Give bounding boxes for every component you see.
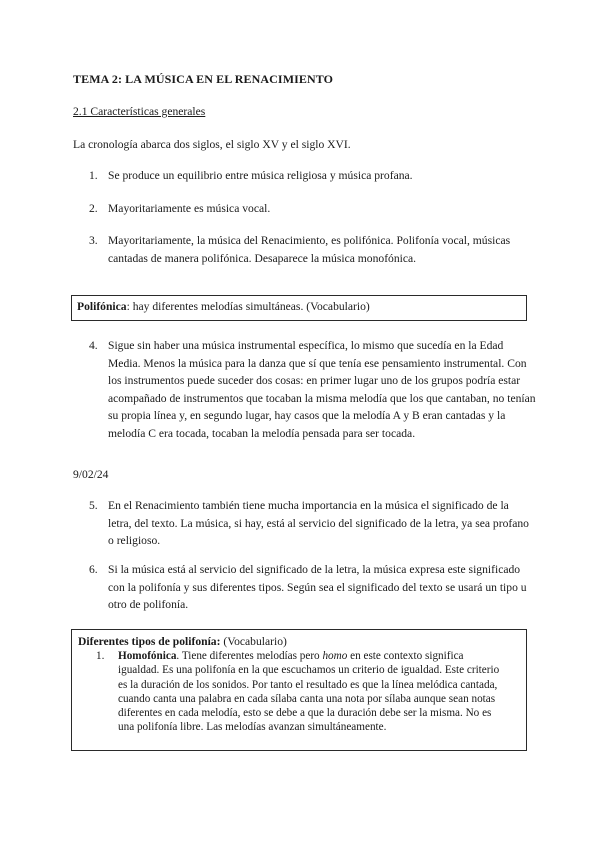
list-item <box>89 497 535 550</box>
sub-list-number: 1. <box>96 650 105 662</box>
vocabulary-box-tipos-polifonia <box>71 629 527 751</box>
sub-text-part: . Tiene diferentes melodías pero <box>176 650 323 662</box>
list-item-number: 1. <box>89 169 98 182</box>
vocabulary-box-polifonica <box>71 295 527 321</box>
page-title: TEMA 2: LA MÚSICA EN EL RENACIMIENTO <box>73 72 334 86</box>
list-item-number: 3. <box>89 234 98 247</box>
list-item <box>89 167 534 185</box>
list-item-number: 2. <box>89 202 98 215</box>
sub-text-part: en este contexto significa igualdad. Es una polifonía en la que escuchamos un criterio de igualdad. Este criterio es la duración de los sonidos. Por tanto el resultado es que la línea melódica cantada, cuando canta una palabra en cada sílaba canta una nota por sílaba aunque sean notas diferentes en cada melodía, esto se debe a que la duración debe ser la misma. No es una polifonía libre. Las melodías avanzan simultáneamente. <box>118 650 500 734</box>
list-item-text: Mayoritariamente es música vocal. <box>108 202 271 215</box>
vocabulary-term: Diferentes tipos de polifonía: <box>78 635 221 648</box>
list-item-number: 5. <box>89 499 98 512</box>
list-item <box>89 337 537 443</box>
section-heading: 2.1 Características generales <box>73 105 206 118</box>
vocabulary-note: (Vocabulario) <box>220 635 287 648</box>
list-item-number: 6. <box>89 563 98 576</box>
vocabulary-heading <box>78 635 520 649</box>
list-item <box>89 561 529 614</box>
vocabulary-definition: : hay diferentes melodías simultáneas. (Vocabulario) <box>126 300 370 313</box>
list-item-text: Se produce un equilibrio entre música religiosa y música profana. <box>108 169 413 182</box>
list-item-text: Mayoritariamente, la música del Renacimiento, es polifónica. Polifonía vocal, músicas cantadas de manera polifónica. Desaparece la música monofónica. <box>108 234 511 265</box>
vocabulary-term: Polifónica <box>77 300 127 313</box>
sub-list-text <box>118 649 503 735</box>
sub-term: Homofónica <box>118 650 177 662</box>
sub-list-item <box>96 649 520 735</box>
intro-paragraph: La cronología abarca dos siglos, el siglo XV y el siglo XVI. <box>73 138 351 151</box>
list-item-text: Sigue sin haber una música instrumental específica, lo mismo que sucedía en la Edad Media. Menos la música para la danza que sí que tenía ese pensamiento instrumental. Con los instrumentos puede suceder dos cosas: en primer lugar uno de los grupos podría estar acompañado de instrumentos que tocaban la misma melodía que los que cantaban, no tenían su propia línea y, en segundo lugar, hay casos que la melodía A y B eran cantadas y la melodía C era tocada, tocaban la melodía pensada para ser tocada. <box>108 339 536 440</box>
list-item-number: 4. <box>89 339 98 352</box>
italic-word: homo <box>322 650 348 662</box>
date-stamp: 9/02/24 <box>73 468 109 481</box>
list-item <box>89 232 529 267</box>
list-item-text: En el Renacimiento también tiene mucha importancia en la música el significado de la letra, del texto. La música, si hay, está al servicio del significado de la letra, ya sea profano o religioso. <box>108 499 529 548</box>
list-item-text: Si la música está al servicio del significado de la letra, la música expresa este significado con la polifonía y sus diferentes tipos. Según sea el significado del texto se usará un tipo u otro de polifonía. <box>108 563 527 612</box>
list-item <box>89 200 534 218</box>
